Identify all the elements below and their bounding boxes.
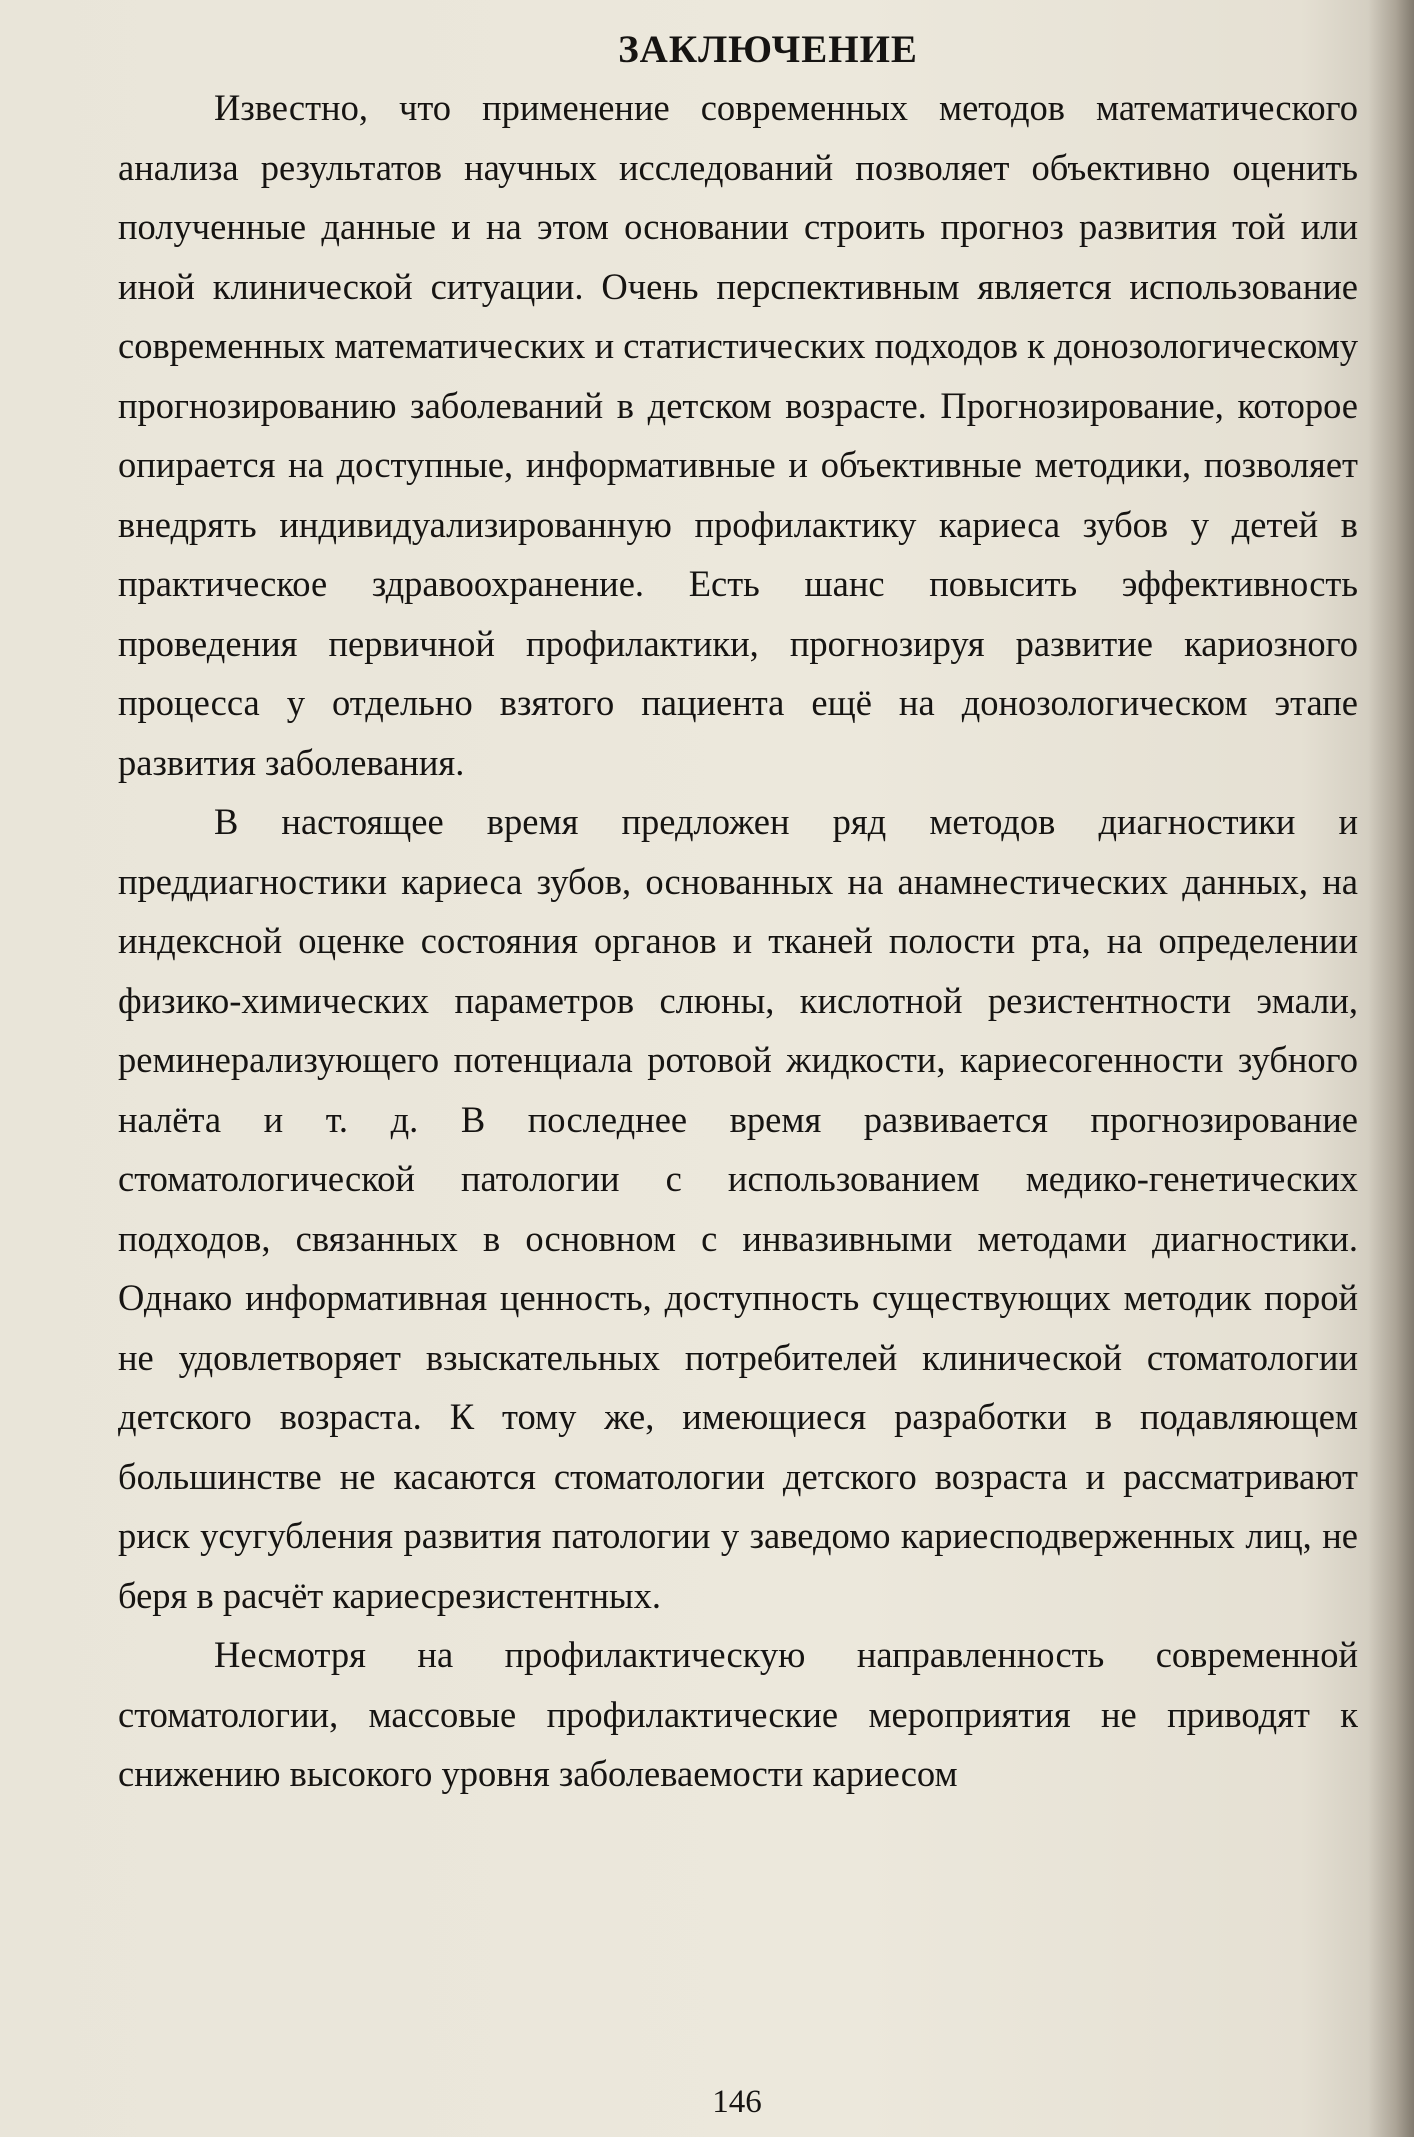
- paragraph-1: Известно, что применение современных методов математического анализа результатов научных исследований позволяет объективно оценить полученные данные и на этом основании строить прогноз развития той или иной клинической ситуации. Очень перспективным является использование современных математических и статистических подходов к донозологическому прогнозированию заболеваний в детском возрасте. Прогнозирование, которое опирается на доступные, информативные и объективные методики, позволяет внедрять индивидуализированную профилактику кариеса зубов у детей в практическое здравоохранение. Есть шанс повысить эффективность проведения первичной профилактики, прогнозируя развитие кариозного процесса у отдельно взятого пациента ещё на донозологическом этапе развития заболевания.: [118, 87, 1358, 783]
- page-title: ЗАКЛЮЧЕНИЕ: [618, 28, 918, 71]
- text-block: [118, 22, 1358, 1804]
- page-number: [0, 2082, 1414, 2122]
- paragraph-2: В настоящее время предложен ряд методов диагностики и преддиагностики кариеса зубов, основанных на анамнестических данных, на индексной оценке состояния органов и тканей полости рта, на определении физико-химических параметров слюны, кислотной резистентности эмали, реминерализующего потенциала ротовой жидкости, кариесогенности зубного налёта и т. д. В последнее время развивается прогнозирование стоматологической патологии с использованием медико-генетических подходов, связанных в основном с инвазивными методами диагностики. Однако информативная ценность, доступность существующих методик порой не удовлетворяет взыскательных потребителей клинической стоматологии детского возраста. К тому же, имеющиеся разработки в подавляющем большинстве не касаются стоматологии детского возраста и рассматривают риск усугубления развития патологии у заведомо кариесподверженных лиц, не беря в расчёт кариесрезистентных.: [118, 801, 1358, 1616]
- paragraph-3: Несмотря на профилактическую направленность современной стоматологии, массовые профилактические мероприятия не приводят к снижению высокого уровня заболеваемости кариесом: [118, 1634, 1358, 1794]
- page-number-label: 146: [712, 2084, 762, 2120]
- page-edge-shadow: [1368, 0, 1414, 2137]
